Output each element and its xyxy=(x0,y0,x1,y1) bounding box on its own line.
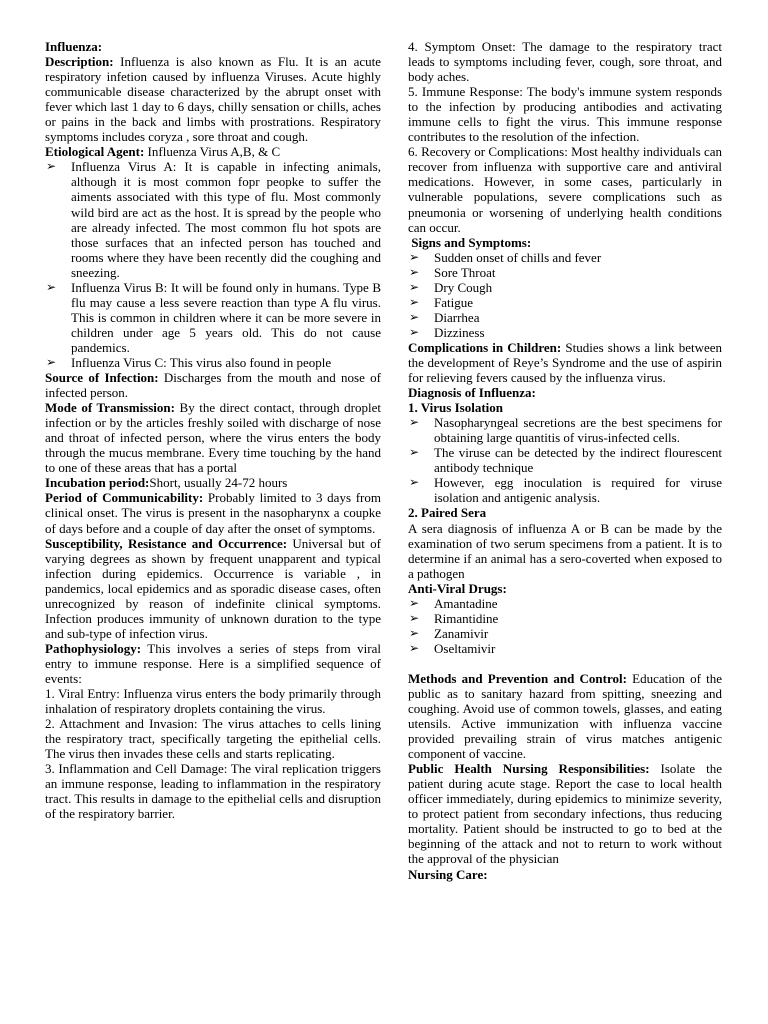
left-column xyxy=(45,39,381,821)
list-item xyxy=(408,445,722,475)
transmission-text: By the direct contact, through droplet infection or by the articles freshly soiled with discharge of nose and throat of infected person, where the virus enters the body through the mucus membrane. Every time touching by the hand to one of these areas that has a portal xyxy=(45,400,381,476)
communicability-label: Period of Communicability: xyxy=(45,490,204,506)
list-item xyxy=(408,611,722,626)
signs-list xyxy=(408,250,722,340)
title: Influenza: xyxy=(45,39,103,54)
signs-title: Signs and Symptoms: xyxy=(408,234,532,250)
phn-paragraph xyxy=(408,761,722,866)
virus-item-c: Influenza Virus C: This virus also found in people xyxy=(71,354,332,370)
source-text: Discharges from the mouth and nose of infected person. xyxy=(45,370,381,401)
list-item xyxy=(408,295,722,310)
source-paragraph xyxy=(45,370,381,400)
source-label: Source of Infection: xyxy=(45,370,159,386)
patho-step-1: 1. Viral Entry: Influenza virus enters the body primarily through inhalation of respiratory droplets containing the virus. xyxy=(45,686,381,717)
sign-item: Diarrhea xyxy=(434,309,480,325)
virus-item-a: Influenza Virus A: It is capable in infecting animals, although it is most common fopr peopke to suffer the aiments associated with this type of flu. Most commonly wild bird are act as the host. It is spread by the people who are already infected. The most common flu hot spots are those surfaces that an infected person has touched and rooms where they have been recently did the coughing and sneezing. xyxy=(71,159,381,280)
paired-sera-title: 2. Paired Sera xyxy=(408,505,487,521)
list-item xyxy=(408,415,722,445)
arrow-bullet-icon: ➢ xyxy=(409,309,420,324)
nursing-care-title: Nursing Care: xyxy=(408,866,488,882)
right-column xyxy=(408,39,722,882)
isolation-list xyxy=(408,415,722,505)
susceptibility-label: Susceptibility, Resistance and Occurrence: xyxy=(45,535,288,551)
arrow-bullet-icon: ➢ xyxy=(409,475,420,490)
etiological-paragraph xyxy=(45,144,381,159)
arrow-bullet-icon: ➢ xyxy=(409,324,420,339)
list-item xyxy=(45,159,381,279)
list-item xyxy=(408,325,722,340)
description-label: Description: xyxy=(45,54,114,70)
arrow-bullet-icon: ➢ xyxy=(409,415,420,430)
list-item xyxy=(408,250,722,265)
list-item xyxy=(408,265,722,280)
communicability-text: Probably limited to 3 days from clinical onset. The virus is present in the nasopharynx a coupke of days before and a couple of day after the onset of symptoms. xyxy=(45,490,381,536)
description-paragraph xyxy=(45,54,381,144)
complications-label: Complications in Children: xyxy=(408,339,562,355)
arrow-bullet-icon: ➢ xyxy=(409,640,420,655)
arrow-bullet-icon: ➢ xyxy=(46,159,57,174)
patho-step-5: 5. Immune Response: The body's immune system responds to the infection by producing antibodies and activating immune cells to fight the virus. This immune response contributes to the resolution of the infection. xyxy=(408,84,722,145)
sign-item: Dry Cough xyxy=(434,279,493,295)
arrow-bullet-icon: ➢ xyxy=(409,294,420,309)
sign-item: Sudden onset of chills and fever xyxy=(434,249,602,265)
antiviral-item: Amantadine xyxy=(434,595,498,611)
arrow-bullet-icon: ➢ xyxy=(409,610,420,625)
etiological-text: Influenza Virus A,B, & C xyxy=(144,144,281,160)
incubation-paragraph xyxy=(45,475,381,490)
antiviral-list xyxy=(408,596,722,656)
arrow-bullet-icon: ➢ xyxy=(409,249,420,264)
patho-step-4: 4. Symptom Onset: The damage to the respiratory tract leads to symptoms including fever, cough, sore throat, and body aches. xyxy=(408,39,722,85)
prevention-text: Education of the public as to sanitary hazard from spitting, sneezing and coughing. Avoid use of common towels, glasses, and eating utensils. Active immunization with influenza vaccine provided prevailing strain of virus matches antigenic component of vaccine. xyxy=(408,670,722,762)
antiviral-item: Oseltamivir xyxy=(434,640,496,656)
incubation-label: Incubation period: xyxy=(45,475,150,491)
virus-item-b: Influenza Virus B: It will be found only in humans. Type B flu may cause a less severe reaction than type A flu virus. This is common in children where it can be more severe in children under age 5 years old. This do not cause pandemics. xyxy=(71,279,381,355)
isolation-item: The viruse can be detected by the indirect flourescent antibody technique xyxy=(434,445,722,476)
phn-text: Isolate the patient during acute stage. Report the case to local health officer immediately, during epidemics to minimize severity, to protect patient from secondary infections, thus reducing mortality. Patient should be instructed to go to bed at the beginning of the attack and not to return to work without the approval of the physician xyxy=(408,761,722,867)
arrow-bullet-icon: ➢ xyxy=(409,595,420,610)
prevention-label: Methods and Prevention and Control: xyxy=(408,670,627,686)
complications-paragraph xyxy=(408,340,722,385)
isolation-title: 1. Virus Isolation xyxy=(408,400,503,416)
description-text: Influenza is also known as Flu. It is an acute respiratory infetion caused by influenza Viruses. Acute highly communicable disease characterized by the abrupt onset with fever which last 1 day to 6 days, chilly sensation or chills, aches or pains in the back and limbs with prostrations. Respiratory symptoms includes coryza , sore throat and cough. xyxy=(45,54,381,145)
susceptibility-paragraph xyxy=(45,536,381,641)
list-item xyxy=(408,475,722,505)
list-item xyxy=(408,596,722,611)
arrow-bullet-icon: ➢ xyxy=(409,445,420,460)
complications-text: Studies shows a link between the development of Reye’s Syndrome and the use of aspirin for relieving fevers caused by the influenza virus. xyxy=(408,339,723,386)
sign-item: Dizziness xyxy=(434,324,485,340)
arrow-bullet-icon: ➢ xyxy=(409,264,420,279)
list-item xyxy=(408,280,722,295)
list-item xyxy=(408,310,722,325)
patho-step-3: 3. Inflammation and Cell Damage: The viral replication triggers an immune response, leading to inflammation in the respiratory tract. This results in damage to the epithelial cells and disruption of the respiratory barrier. xyxy=(45,761,381,822)
antiviral-item: Rimantidine xyxy=(434,610,499,626)
list-item xyxy=(408,641,722,656)
arrow-bullet-icon: ➢ xyxy=(409,625,420,640)
spacer xyxy=(408,656,722,671)
arrow-bullet-icon: ➢ xyxy=(46,354,57,369)
pathophysiology-text: This involves a series of steps from viral entry to immune response. Here is a simplified sequence of events: xyxy=(45,640,381,686)
list-item xyxy=(45,280,381,355)
pathophysiology-label: Pathophysiology: xyxy=(45,640,142,656)
virus-list xyxy=(45,159,381,370)
antiviral-item: Zanamivir xyxy=(434,625,489,641)
incubation-text: Short, usually 24-72 hours xyxy=(149,475,288,491)
sign-item: Fatigue xyxy=(434,294,473,310)
sign-item: Sore Throat xyxy=(434,264,496,280)
patho-step-2: 2. Attachment and Invasion: The virus attaches to cells lining the respiratory tract, specifically targeting the epithelial cells. The virus then invades these cells and starts replicating. xyxy=(45,716,381,762)
list-item xyxy=(408,626,722,641)
diagnosis-title: Diagnosis of Influenza: xyxy=(408,385,536,401)
prevention-paragraph xyxy=(408,671,722,761)
isolation-item: Nasopharyngeal secretions are the best specimens for obtaining large quantitis of virus-infected cells. xyxy=(434,415,722,446)
arrow-bullet-icon: ➢ xyxy=(46,279,57,294)
susceptibility-text: Universal but of varying degrees as shown by frequent unapparent and typical infection during epidemics. Occurrence is variable , in pandemics, local epidemics and as sporadic disease cases, often unrecognized by reason of indefinite clinical symptoms. Infection produces immunity of unknown duration to the type and sub-type of infection virus. xyxy=(45,535,381,641)
paired-sera-text: A sera diagnosis of influenza A or B can be made by the examination of two serum specimens from a patient. It is to determine if an animal has a sero-coverted when exposed to a pathogen xyxy=(408,520,722,581)
antiviral-title: Anti-Viral Drugs: xyxy=(408,580,507,596)
patho-step-6: 6. Recovery or Complications: Most healthy individuals can recover from influenza with supportive care and antiviral medications. However, in some cases, particularly in vulnerable populations, severe complications such as pneumonia or worsening of underlying health conditions can occur. xyxy=(408,144,722,235)
transmission-paragraph xyxy=(45,400,381,475)
pathophysiology-paragraph xyxy=(45,641,381,686)
arrow-bullet-icon: ➢ xyxy=(409,279,420,294)
communicability-paragraph xyxy=(45,490,381,535)
phn-label: Public Health Nursing Responsibilities: xyxy=(408,761,650,777)
etiological-label: Etiological Agent: xyxy=(45,144,145,160)
transmission-label: Mode of Transmission: xyxy=(45,400,175,416)
isolation-item: However, egg inoculation is required for viruse isolation and antigenic analysis. xyxy=(434,475,722,506)
list-item xyxy=(45,355,381,370)
